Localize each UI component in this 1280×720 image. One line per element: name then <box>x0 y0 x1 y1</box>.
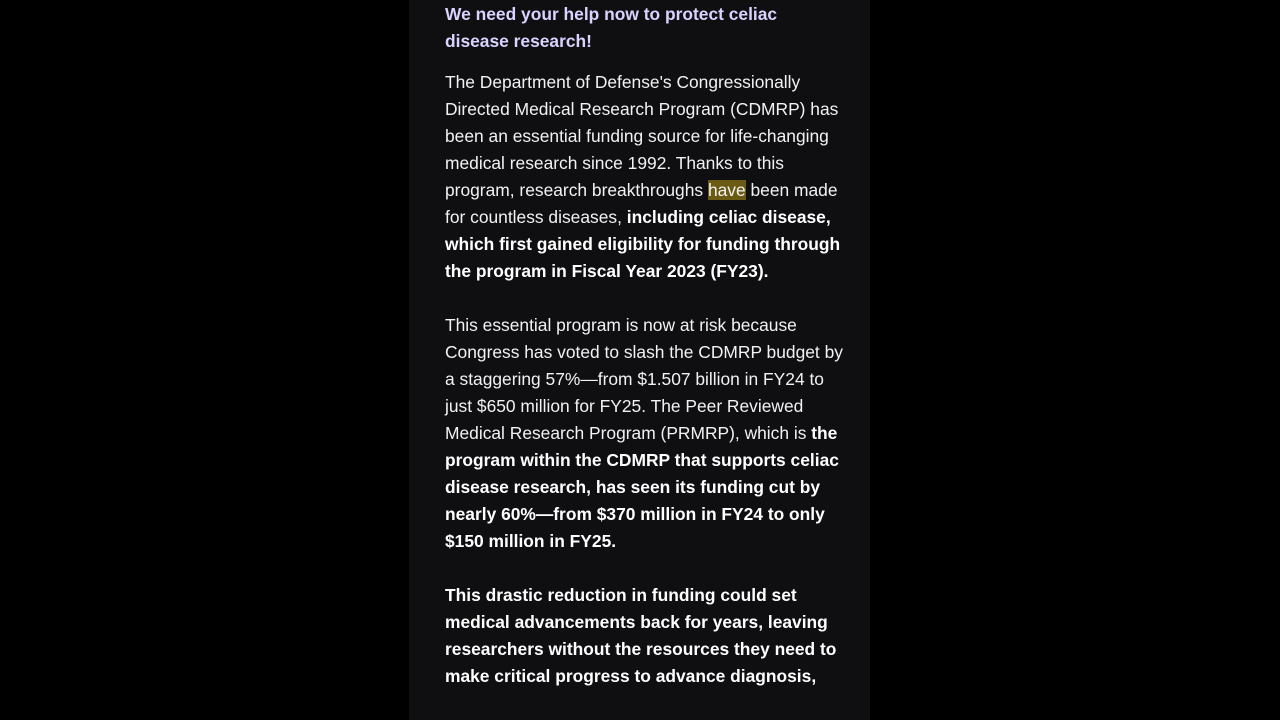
paragraph-bold-text: the program within the CDMRP that supports celiac disease research, has seen its funding cut by nearly 60%—from $370 million in FY24 to only $150 million in FY25. <box>445 423 839 551</box>
highlighted-word: have <box>707 180 746 200</box>
paragraph-bold-text: including celiac disease, which first gained eligibility for funding through the program in Fiscal Year 2023 (FY23). <box>445 207 841 281</box>
article-content <box>445 0 845 690</box>
paragraph-cdmrp-intro <box>445 69 845 285</box>
article-column <box>409 0 870 720</box>
paragraph-text: This essential program is now at risk because Congress has voted to slash the CDMRP budget by a staggering 57%—from $1.507 billion in FY24 to just $650 million for FY25. The Peer Reviewed Medical Research Program (PRMRP), which is <box>445 315 843 443</box>
paragraph-bold-text: This drastic reduction in funding could set medical advancements back for years, leaving researchers without the resources they need to make critical progress to advance diagnosis, <box>445 585 837 686</box>
paragraph-text: The Department of Defense's Congressionally Directed Medical Research Program (CDMRP) has been an essential funding source for life-changing medical research since 1992. Thanks to this program, research breakthroughs <box>445 72 839 200</box>
paragraph-text: been made for countless diseases, <box>445 180 838 227</box>
paragraph-impact <box>445 582 845 690</box>
article-heading: We need your help now to protect celiac disease research! <box>445 4 778 51</box>
paragraph-budget-cut <box>445 312 845 555</box>
